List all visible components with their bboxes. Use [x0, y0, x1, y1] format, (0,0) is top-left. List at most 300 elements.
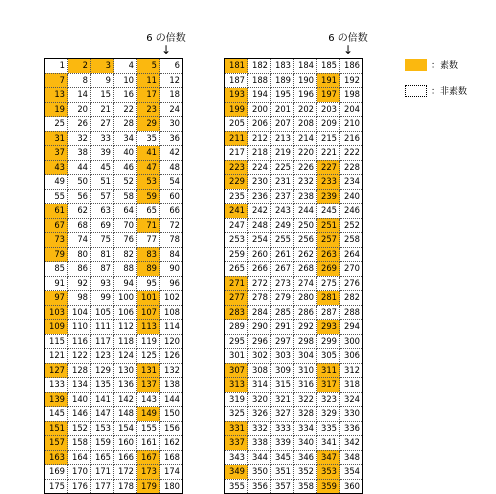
- multiple-of-six-label-left: 6 の倍数: [146, 33, 186, 44]
- number-cell: 214: [294, 131, 317, 146]
- number-cell: 84: [160, 247, 183, 262]
- number-cell: 159: [91, 436, 114, 451]
- number-cell: 14: [68, 88, 91, 103]
- table-row: [225, 146, 363, 161]
- legend-prime-label: ：素数: [431, 61, 459, 71]
- number-cell: 294: [340, 320, 363, 335]
- number-cell: 248: [248, 218, 271, 233]
- prime-cell: 257: [317, 233, 340, 248]
- number-cell: 356: [248, 479, 271, 494]
- number-cell: 108: [160, 305, 183, 320]
- number-cell: 310: [294, 363, 317, 378]
- number-cell: 204: [340, 102, 363, 117]
- table-row: [225, 465, 363, 480]
- number-cell: 35: [137, 131, 160, 146]
- prime-cell: 31: [45, 131, 68, 146]
- number-cell: 25: [45, 117, 68, 132]
- number-cell: 134: [68, 378, 91, 393]
- prime-cell: 233: [317, 175, 340, 190]
- number-cell: 245: [317, 204, 340, 219]
- number-cell: 82: [114, 247, 137, 262]
- number-cell: 238: [294, 189, 317, 204]
- number-cell: 326: [248, 407, 271, 422]
- table-row: [45, 450, 183, 465]
- number-cell: 121: [45, 349, 68, 364]
- number-cell: 62: [68, 204, 91, 219]
- prime-cell: 197: [317, 88, 340, 103]
- prime-cell: 23: [137, 102, 160, 117]
- prime-cell: 139: [45, 392, 68, 407]
- number-cell: 99: [91, 291, 114, 306]
- table-row: [225, 421, 363, 436]
- number-cell: 77: [137, 233, 160, 248]
- down-arrow-icon: ↓: [160, 43, 172, 57]
- table-row: [45, 465, 183, 480]
- prime-cell: 79: [45, 247, 68, 262]
- number-cell: 189: [271, 73, 294, 88]
- number-cell: 318: [340, 378, 363, 393]
- number-cell: 358: [294, 479, 317, 494]
- number-cell: 306: [340, 349, 363, 364]
- number-cell: 297: [271, 334, 294, 349]
- prime-cell: 313: [225, 378, 248, 393]
- number-cell: 329: [317, 407, 340, 422]
- prime-cell: 113: [137, 320, 160, 335]
- prime-cell: 109: [45, 320, 68, 335]
- number-cell: 272: [248, 276, 271, 291]
- number-cell: 68: [68, 218, 91, 233]
- number-cell: 333: [271, 421, 294, 436]
- prime-cell: 53: [137, 175, 160, 190]
- number-cell: 141: [91, 392, 114, 407]
- number-cell: 146: [68, 407, 91, 422]
- number-cell: 90: [160, 262, 183, 277]
- prime-cell: 7: [45, 73, 68, 88]
- number-cell: 220: [294, 146, 317, 161]
- number-cell: 58: [114, 189, 137, 204]
- table-row: [225, 59, 363, 74]
- number-cell: 315: [271, 378, 294, 393]
- number-cell: 60: [160, 189, 183, 204]
- number-cell: 72: [160, 218, 183, 233]
- number-cell: 250: [294, 218, 317, 233]
- prime-cell: 191: [317, 73, 340, 88]
- table-row: [45, 73, 183, 88]
- table-row: [225, 407, 363, 422]
- number-cell: 205: [225, 117, 248, 132]
- number-cell: 126: [160, 349, 183, 364]
- number-cell: 351: [271, 465, 294, 480]
- number-cell: 18: [160, 88, 183, 103]
- number-cell: 279: [271, 291, 294, 306]
- number-cell: 122: [68, 349, 91, 364]
- number-cell: 231: [271, 175, 294, 190]
- number-cell: 175: [45, 479, 68, 494]
- number-cell: 123: [91, 349, 114, 364]
- table-row: [45, 117, 183, 132]
- number-cell: 288: [340, 305, 363, 320]
- number-table-181-to-360: [224, 58, 363, 494]
- number-cell: 344: [248, 450, 271, 465]
- prime-cell: 167: [137, 450, 160, 465]
- multiple-of-six-header-left: [136, 33, 196, 55]
- number-cell: 253: [225, 233, 248, 248]
- number-cell: 259: [225, 247, 248, 262]
- number-cell: 200: [248, 102, 271, 117]
- number-cell: 312: [340, 363, 363, 378]
- number-cell: 182: [248, 59, 271, 74]
- number-cell: 93: [91, 276, 114, 291]
- number-cell: 21: [91, 102, 114, 117]
- table-row: [45, 276, 183, 291]
- number-cell: 213: [271, 131, 294, 146]
- number-cell: 270: [340, 262, 363, 277]
- number-cell: 155: [137, 421, 160, 436]
- number-cell: 114: [160, 320, 183, 335]
- number-cell: 12: [160, 73, 183, 88]
- prime-cell: 127: [45, 363, 68, 378]
- number-cell: 171: [91, 465, 114, 480]
- number-cell: 249: [271, 218, 294, 233]
- number-cell: 258: [340, 233, 363, 248]
- number-cell: 132: [160, 363, 183, 378]
- prime-cell: 101: [137, 291, 160, 306]
- prime-cell: 271: [225, 276, 248, 291]
- number-cell: 65: [137, 204, 160, 219]
- table-row: [45, 175, 183, 190]
- table-row: [225, 131, 363, 146]
- number-cell: 298: [294, 334, 317, 349]
- prime-cell: 41: [137, 146, 160, 161]
- number-cell: 230: [248, 175, 271, 190]
- number-cell: 198: [340, 88, 363, 103]
- down-arrow-icon: ↓: [342, 43, 354, 57]
- number-cell: 183: [271, 59, 294, 74]
- number-table-1-to-180: [44, 58, 183, 494]
- prime-cell: 269: [317, 262, 340, 277]
- number-cell: 212: [248, 131, 271, 146]
- legend-nonprime: [405, 84, 467, 97]
- number-cell: 274: [294, 276, 317, 291]
- number-cell: 54: [160, 175, 183, 190]
- prime-cell: 157: [45, 436, 68, 451]
- table-row: [225, 117, 363, 132]
- table-row: [225, 102, 363, 117]
- number-cell: 76: [114, 233, 137, 248]
- table-row: [225, 88, 363, 103]
- number-cell: 48: [160, 160, 183, 175]
- number-cell: 95: [137, 276, 160, 291]
- number-cell: 120: [160, 334, 183, 349]
- prime-cell: 347: [317, 450, 340, 465]
- prime-cell: 293: [317, 320, 340, 335]
- number-cell: 80: [68, 247, 91, 262]
- table-row: [225, 450, 363, 465]
- prime-cell: 353: [317, 465, 340, 480]
- number-cell: 357: [271, 479, 294, 494]
- number-cell: 192: [340, 73, 363, 88]
- number-cell: 106: [114, 305, 137, 320]
- table-row: [45, 218, 183, 233]
- table-row: [225, 175, 363, 190]
- number-cell: 174: [160, 465, 183, 480]
- number-cell: 264: [340, 247, 363, 262]
- number-cell: 244: [294, 204, 317, 219]
- number-cell: 50: [68, 175, 91, 190]
- number-cell: 177: [91, 479, 114, 494]
- number-cell: 225: [271, 160, 294, 175]
- number-cell: 246: [340, 204, 363, 219]
- prime-cell: 211: [225, 131, 248, 146]
- prime-cell: 131: [137, 363, 160, 378]
- number-cell: 112: [114, 320, 137, 335]
- table-row: [45, 436, 183, 451]
- prime-cell: 37: [45, 146, 68, 161]
- number-cell: 202: [294, 102, 317, 117]
- number-cell: 116: [68, 334, 91, 349]
- number-cell: 339: [271, 436, 294, 451]
- number-cell: 92: [68, 276, 91, 291]
- table-row: [225, 378, 363, 393]
- number-cell: 219: [271, 146, 294, 161]
- number-cell: 237: [271, 189, 294, 204]
- number-cell: 354: [340, 465, 363, 480]
- number-cell: 51: [91, 175, 114, 190]
- number-cell: 176: [68, 479, 91, 494]
- number-cell: 320: [248, 392, 271, 407]
- number-cell: 252: [340, 218, 363, 233]
- number-cell: 332: [248, 421, 271, 436]
- number-cell: 169: [45, 465, 68, 480]
- number-cell: 8: [68, 73, 91, 88]
- prime-cell: 149: [137, 407, 160, 422]
- number-cell: 336: [340, 421, 363, 436]
- prime-cell: 349: [225, 465, 248, 480]
- number-cell: 40: [114, 146, 137, 161]
- prime-cell: 179: [137, 479, 160, 494]
- number-cell: 247: [225, 218, 248, 233]
- number-cell: 136: [114, 378, 137, 393]
- table-row: [45, 88, 183, 103]
- number-cell: 164: [68, 450, 91, 465]
- prime-cell: 137: [137, 378, 160, 393]
- prime-cell: 43: [45, 160, 68, 175]
- prime-cell: 337: [225, 436, 248, 451]
- number-cell: 170: [68, 465, 91, 480]
- number-cell: 188: [248, 73, 271, 88]
- table-row: [225, 218, 363, 233]
- table-row: [45, 59, 183, 74]
- number-cell: 145: [45, 407, 68, 422]
- number-cell: 340: [294, 436, 317, 451]
- table-row: [45, 291, 183, 306]
- prime-cell: 151: [45, 421, 68, 436]
- number-cell: 133: [45, 378, 68, 393]
- prime-cell: 5: [137, 59, 160, 74]
- number-cell: 140: [68, 392, 91, 407]
- number-cell: 15: [91, 88, 114, 103]
- number-cell: 267: [271, 262, 294, 277]
- table-row: [225, 276, 363, 291]
- prime-cell: 277: [225, 291, 248, 306]
- number-cell: 284: [248, 305, 271, 320]
- table-row: [45, 233, 183, 248]
- number-cell: 187: [225, 73, 248, 88]
- table-row: [225, 262, 363, 277]
- number-cell: 180: [160, 479, 183, 494]
- table-row: [45, 102, 183, 117]
- number-cell: 55: [45, 189, 68, 204]
- number-cell: 135: [91, 378, 114, 393]
- number-cell: 324: [340, 392, 363, 407]
- table-row: [225, 189, 363, 204]
- number-cell: 26: [68, 117, 91, 132]
- number-cell: 4: [114, 59, 137, 74]
- prime-cell: 47: [137, 160, 160, 175]
- number-cell: 280: [294, 291, 317, 306]
- number-cell: 322: [294, 392, 317, 407]
- number-cell: 27: [91, 117, 114, 132]
- prime-cell: 3: [91, 59, 114, 74]
- number-cell: 148: [114, 407, 137, 422]
- number-cell: 36: [160, 131, 183, 146]
- prime-cell: 83: [137, 247, 160, 262]
- number-cell: 45: [91, 160, 114, 175]
- number-cell: 207: [271, 117, 294, 132]
- prime-cell: 103: [45, 305, 68, 320]
- number-cell: 63: [91, 204, 114, 219]
- number-cell: 287: [317, 305, 340, 320]
- number-cell: 20: [68, 102, 91, 117]
- number-cell: 150: [160, 407, 183, 422]
- number-cell: 81: [91, 247, 114, 262]
- number-cell: 129: [91, 363, 114, 378]
- prime-cell: 11: [137, 73, 160, 88]
- number-cell: 57: [91, 189, 114, 204]
- prime-cell: 13: [45, 88, 68, 103]
- number-cell: 240: [340, 189, 363, 204]
- number-cell: 1: [45, 59, 68, 74]
- number-cell: 290: [248, 320, 271, 335]
- number-cell: 105: [91, 305, 114, 320]
- number-cell: 228: [340, 160, 363, 175]
- number-cell: 10: [114, 73, 137, 88]
- number-cell: 301: [225, 349, 248, 364]
- prime-cell: 163: [45, 450, 68, 465]
- nonprime-swatch: [405, 85, 427, 97]
- number-cell: 289: [225, 320, 248, 335]
- number-cell: 110: [68, 320, 91, 335]
- table-row: [45, 320, 183, 335]
- prime-swatch: [405, 59, 427, 71]
- number-cell: 217: [225, 146, 248, 161]
- number-cell: 330: [340, 407, 363, 422]
- table-row: [45, 479, 183, 494]
- number-cell: 348: [340, 450, 363, 465]
- number-cell: 341: [317, 436, 340, 451]
- number-cell: 304: [294, 349, 317, 364]
- number-cell: 273: [271, 276, 294, 291]
- prime-cell: 311: [317, 363, 340, 378]
- number-cell: 355: [225, 479, 248, 494]
- number-cell: 300: [340, 334, 363, 349]
- prime-cell: 241: [225, 204, 248, 219]
- table-row: [45, 392, 183, 407]
- table-row: [45, 247, 183, 262]
- prime-cell: 199: [225, 102, 248, 117]
- number-cell: 255: [271, 233, 294, 248]
- number-cell: 152: [68, 421, 91, 436]
- number-cell: 262: [294, 247, 317, 262]
- table-row: [225, 334, 363, 349]
- number-cell: 118: [114, 334, 137, 349]
- number-cell: 319: [225, 392, 248, 407]
- number-cell: 115: [45, 334, 68, 349]
- multiple-of-six-label-right: 6 の倍数: [328, 33, 368, 44]
- number-cell: 111: [91, 320, 114, 335]
- number-cell: 98: [68, 291, 91, 306]
- number-cell: 266: [248, 262, 271, 277]
- table-row: [225, 233, 363, 248]
- number-cell: 166: [114, 450, 137, 465]
- number-cell: 56: [68, 189, 91, 204]
- number-cell: 256: [294, 233, 317, 248]
- number-cell: 218: [248, 146, 271, 161]
- number-cell: 201: [271, 102, 294, 117]
- prime-cell: 281: [317, 291, 340, 306]
- table-row: [225, 363, 363, 378]
- number-cell: 328: [294, 407, 317, 422]
- number-cell: 308: [248, 363, 271, 378]
- number-cell: 78: [160, 233, 183, 248]
- prime-cell: 251: [317, 218, 340, 233]
- number-cell: 102: [160, 291, 183, 306]
- number-cell: 117: [91, 334, 114, 349]
- number-cell: 142: [114, 392, 137, 407]
- number-cell: 24: [160, 102, 183, 117]
- number-cell: 235: [225, 189, 248, 204]
- number-cell: 278: [248, 291, 271, 306]
- table-row: [225, 291, 363, 306]
- number-cell: 52: [114, 175, 137, 190]
- number-cell: 33: [91, 131, 114, 146]
- number-cell: 6: [160, 59, 183, 74]
- table-row: [45, 363, 183, 378]
- number-cell: 42: [160, 146, 183, 161]
- number-cell: 32: [68, 131, 91, 146]
- number-cell: 195: [271, 88, 294, 103]
- prime-cell: 317: [317, 378, 340, 393]
- number-cell: 292: [294, 320, 317, 335]
- prime-cell: 181: [225, 59, 248, 74]
- prime-cell: 59: [137, 189, 160, 204]
- number-cell: 75: [91, 233, 114, 248]
- table-row: [45, 262, 183, 277]
- number-cell: 158: [68, 436, 91, 451]
- number-cell: 147: [91, 407, 114, 422]
- number-cell: 38: [68, 146, 91, 161]
- number-cell: 236: [248, 189, 271, 204]
- number-cell: 215: [317, 131, 340, 146]
- prime-cell: 29: [137, 117, 160, 132]
- number-cell: 144: [160, 392, 183, 407]
- prime-cell: 239: [317, 189, 340, 204]
- number-cell: 276: [340, 276, 363, 291]
- table-row: [45, 334, 183, 349]
- prime-cell: 331: [225, 421, 248, 436]
- prime-cell: 2: [68, 59, 91, 74]
- prime-cell: 107: [137, 305, 160, 320]
